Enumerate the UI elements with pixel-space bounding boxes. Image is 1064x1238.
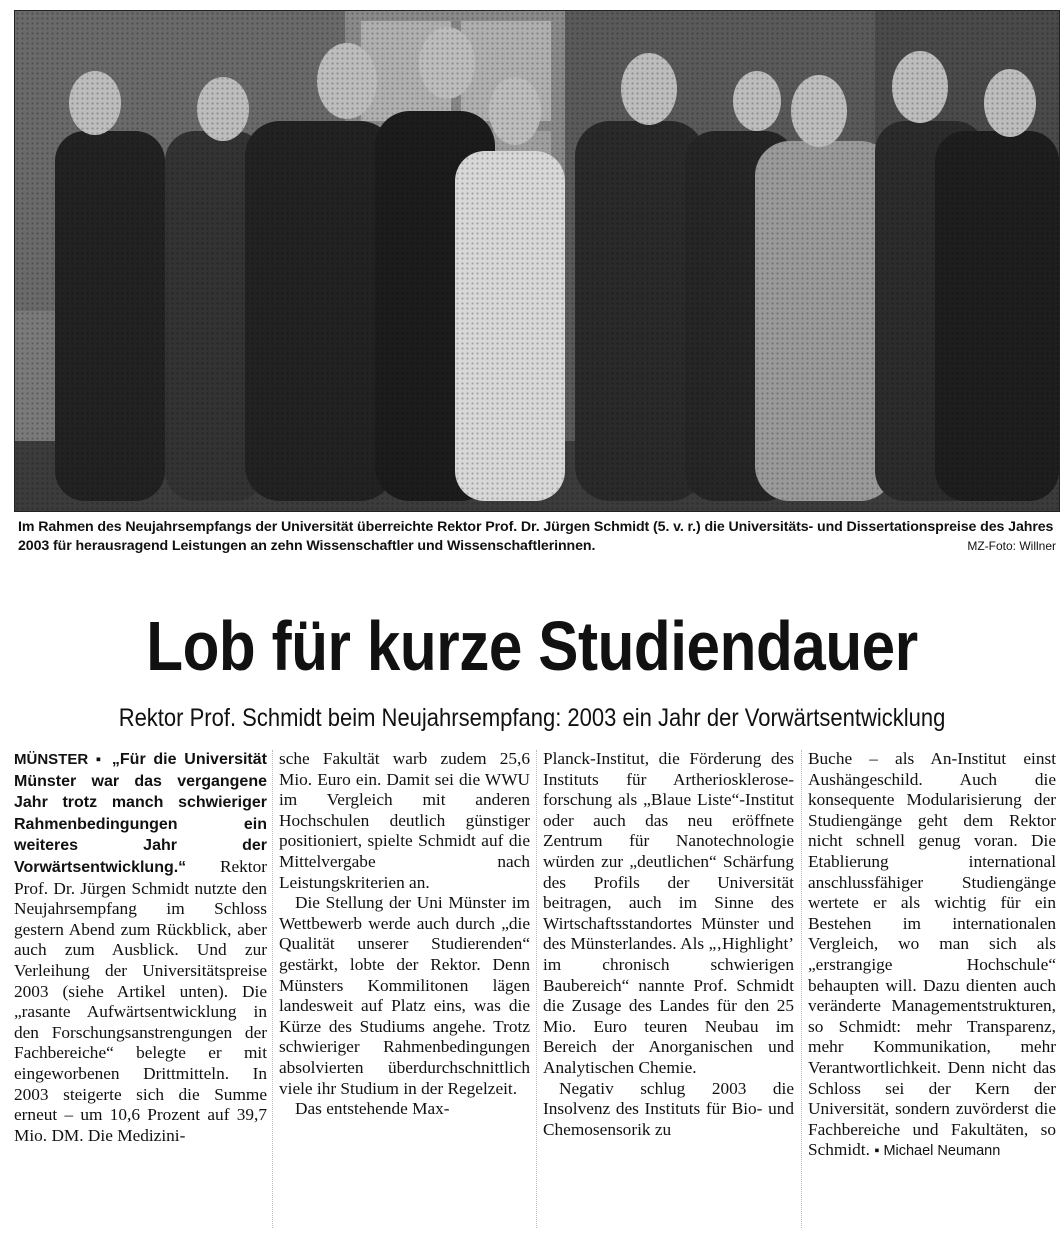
group-photo-icon [15,11,1059,511]
column-rule [801,750,802,1228]
photo-caption [18,518,1058,556]
author-name: Michael Neumann [883,1143,1001,1160]
column-rule [272,750,273,1228]
body-paragraph: Das entstehende Max- [295,1099,450,1119]
body-paragraph: Planck-Institut, die Förderung des Instituts für Artherioskleroseforschung als „Blaue Liste“-Institut oder auch das neu eröffnete Zentrum für Nanotechnologie würden zur „deutlichen“ Schärfung des Profils der Universität beitragen, auch im Sinne des Wirtschaftsstandortes Münster und des Münsterlandes. Als „‚Highlight’ im chronisch schwierigen Baubereich“ nannte Prof. Schmidt die Zusage des Landes für den 25 Mio. Euro teuren Neubau im Bereich der Anorganischen und Analytischen Chemie. [543,749,794,1077]
author-bullet: ▪ [874,1143,884,1160]
column-rule [536,750,537,1228]
subheadline: Rektor Prof. Schmidt beim Neujahrsempfang: 2003 ein Jahr der Vorwärtsentwicklung [118,704,946,732]
body-paragraph: Negativ schlug 2003 die Insolvenz des Instituts für Bio- und Chemosensorik zu [543,1078,794,1139]
group-photo [14,10,1060,512]
lead-paragraph: „Für die Universität Münster war das vergangene Jahr trotz manch schwieriger Rahmenbedingungen ein weiteres Jahr der Vorwärtsentwicklung.“ [14,751,267,876]
article-column-2 [279,749,530,1231]
headline: Lob für kurze Studiendauer [146,607,918,685]
dateline-bullet: ▪ [95,751,112,768]
article-column-1 [14,749,267,1231]
body-text: Buche – als An-Institut einst Aushängeschild. Auch die konsequente Modularisierung der Studiengänge geht dem Rektor nicht schnell genug voran. Die Etablierung international anschlussfähiger Studiengänge wertete er als wichtig für ein Bestehen im internationalen Vergleich, wo man sich als „erstrangige Hochschule“ behaupten will. Dazu dienten auch veränderte Managementstrukturen, so Schmidt: mehr Transparenz, mehr Kommunikation, mehr Verantwortlichkeit. Denn nicht das Schloss sei der Kern der Universität, sondern zuvörderst die Fachbereiche und Fakultäten, so Schmidt. [808,749,1056,1160]
photo-credit: MZ-Foto: Willner [967,539,1056,553]
article-column-3 [543,749,794,1231]
article-column-4 [808,749,1056,1231]
body-text: Rektor Prof. Dr. Jürgen Schmidt nutzte den Neujahrsempfang im Schloss gestern Abend zum Rückblick, aber auch zum Ausblick. Und zur Verleihung der Universitätspreise 2003 (siehe Artikel unten). Die „rasante Aufwärtsentwicklung in den Forschungsanstrengungen der Fachbereiche“ belegte er mit eingeworbenen Drittmitteln. In 2003 steigerte sich die Summe erneut – um 10,6 Prozent auf 39,7 Mio. DM. Die Medizini- [14,856,267,1145]
body-paragraph: sche Fakultät warb zudem 25,6 Mio. Euro ein. Damit sei die WWU im Vergleich mit anderen Hochschulen deutlich günstiger positioniert, spielte Schmidt auf die Mittelvergabe nach Leistungskriterien an. [279,749,530,892]
caption-text: Im Rahmen des Neujahrsempfangs der Universität überreichte Rektor Prof. Dr. Jürgen Schmidt (5. v. r.) die Universitäts- und Dissertationspreise des Jahres 2003 für herausragend Leistungen an zehn Wissenschaftler und Wissenschaftlerinnen. [18,519,1054,554]
dateline: MÜNSTER [14,751,89,768]
body-paragraph: Die Stellung der Uni Münster im Wettbewerb werde auch durch „die Qualität unserer Studierenden“ gestärkt, lobte der Rektor. Denn Münsters Kommilitonen lägen landesweit auf Platz eins, was die Kürze des Studiums angehe. Trotz schwieriger Rahmenbedingungen absolvierten überdurchschnittlich viele ihr Studium in der Regelzeit. [279,893,530,1098]
